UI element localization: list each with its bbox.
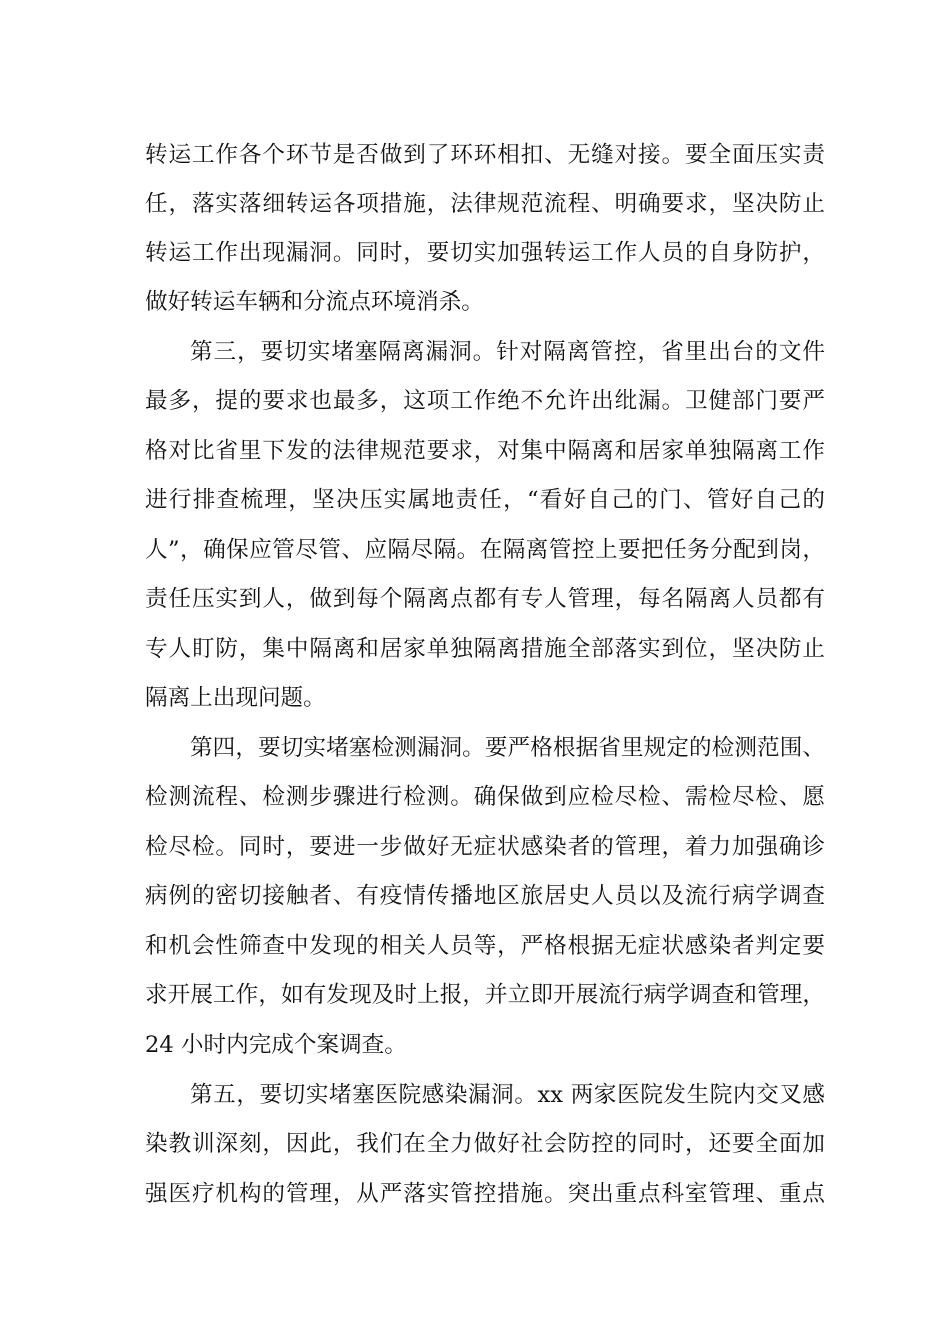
text-line: 检测流程、检测步骤进行检测。确保做到应检尽检、需检尽检、愿 bbox=[145, 784, 825, 810]
text-line: 人”，确保应管尽管、应隔尽隔。在隔离管控上要把任务分配到岗， bbox=[145, 537, 825, 563]
text-line: 进行排查梳理，坚决压实属地责任，“看好自己的门、管好自己的 bbox=[145, 487, 825, 513]
text-line: 隔离上出现问题。 bbox=[145, 685, 326, 711]
text-line: 和机会性筛查中发现的相关人员等，严格根据无症状感染者判定要 bbox=[145, 933, 825, 959]
text-line: 求开展工作，如有发现及时上报，并立即开展流行病学调查和管理， bbox=[145, 982, 825, 1008]
paragraph-first-line: 第三，要切实堵塞隔离漏洞。针对隔离管控，省里出台的文件 bbox=[190, 339, 825, 365]
text-line: 做好转运车辆和分流点环境消杀。 bbox=[145, 289, 484, 315]
text-line: 专人盯防，集中隔离和居家单独隔离措施全部落实到位，坚决防止 bbox=[145, 636, 825, 662]
text-line: 转运工作出现漏洞。同时，要切实加强转运工作人员的自身防护， bbox=[145, 240, 825, 266]
text-line: 24 小时内完成个案调查。 bbox=[145, 1032, 407, 1058]
text-line: 格对比省里下发的法律规范要求，对集中隔离和居家单独隔离工作 bbox=[145, 438, 825, 464]
text-line: 最多，提的要求也最多，这项工作绝不允许出纰漏。卫健部门要严 bbox=[145, 388, 825, 414]
text-line: 检尽检。同时，要进一步做好无症状感染者的管理，着力加强确诊 bbox=[145, 834, 825, 860]
text-line: 责任压实到人，做到每个隔离点都有专人管理，每名隔离人员都有 bbox=[145, 586, 825, 612]
paragraph-first-line: 第五，要切实堵塞医院感染漏洞。xx 两家医院发生院内交叉感 bbox=[190, 1082, 825, 1108]
paragraph-first-line: 第四，要切实堵塞检测漏洞。要严格根据省里规定的检测范围、 bbox=[190, 735, 825, 761]
text-line: 转运工作各个环节是否做到了环环相扣、无缝对接。要全面压实责 bbox=[145, 142, 825, 168]
text-line: 病例的密切接触者、有疫情传播地区旅居史人员以及流行病学调查 bbox=[145, 883, 825, 909]
text-line: 染教训深刻，因此，我们在全力做好社会防控的同时，还要全面加 bbox=[145, 1131, 825, 1157]
text-line: 任，落实落细转运各项措施，法律规范流程、明确要求，坚决防止 bbox=[145, 191, 825, 217]
text-line: 强医疗机构的管理，从严落实管控措施。突出重点科室管理、重点 bbox=[145, 1181, 825, 1207]
